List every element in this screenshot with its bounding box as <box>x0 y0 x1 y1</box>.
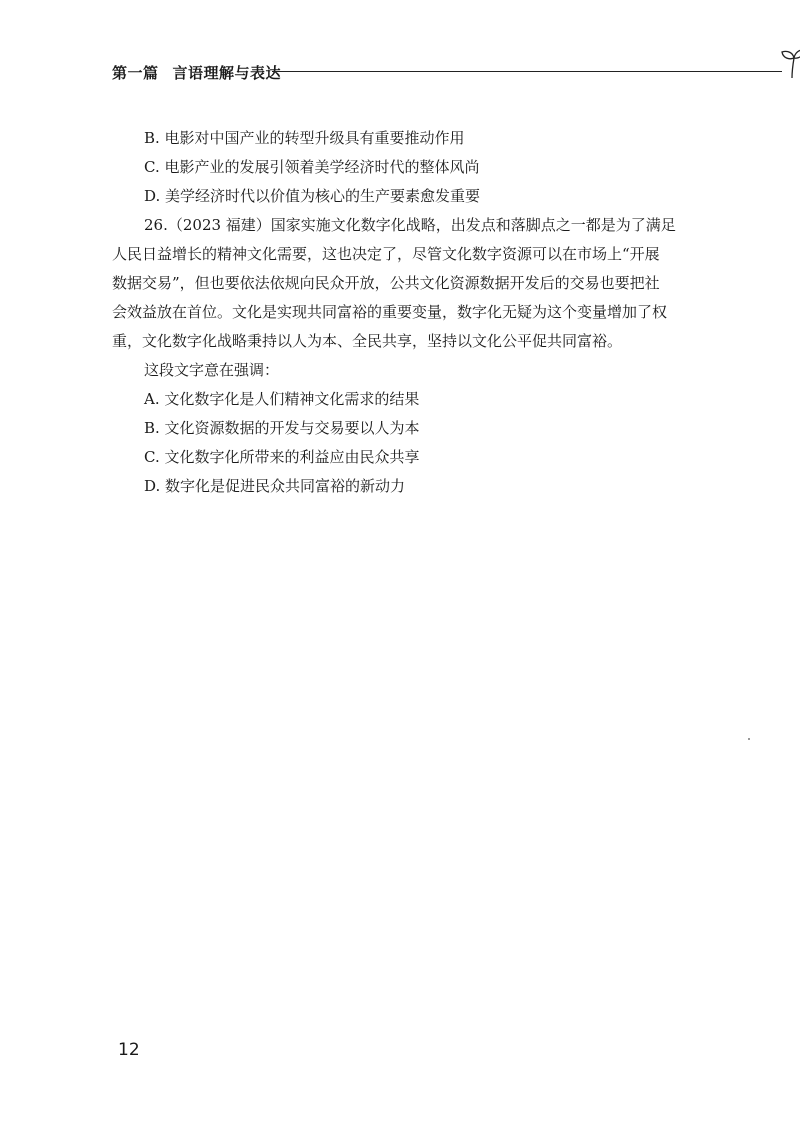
option-c: C. 文化数字化所带来的利益应由民众共享 <box>144 448 420 466</box>
page-body <box>112 124 676 501</box>
option-d: D. 数字化是促进民众共同富裕的新动力 <box>144 477 406 495</box>
option-b: B. 文化资源数据的开发与交易要以人为本 <box>144 419 420 437</box>
prev-option-d: D. 美学经济时代以价值为核心的生产要素愈发重要 <box>144 187 481 205</box>
option-a: A. 文化数字化是人们精神文化需求的结果 <box>144 390 420 408</box>
prev-option-b: B. 电影对中国产业的转型升级具有重要推动作用 <box>144 129 465 147</box>
page-number: 12 <box>118 1040 140 1060</box>
question-stem-line-3: 数据交易”，但也要依法依规向民众开放，公共文化资源数据开发后的交易也要把社 <box>112 274 660 292</box>
running-head <box>112 62 281 83</box>
sprout-icon <box>780 46 800 80</box>
question-stem-line-2: 人民日益增长的精神文化需要，这也决定了，尽管文化数字资源可以在市场上“开展 <box>112 245 660 263</box>
question-stem-line-1: 26.（2023 福建）国家实施文化数字化战略，出发点和落脚点之一都是为了满足 <box>144 216 676 234</box>
scan-speck <box>748 738 750 740</box>
question-stem-line-4: 会效益放在首位。文化是实现共同富裕的重要变量，数字化无疑为这个变量增加了权 <box>112 303 668 321</box>
question-prompt: 这段文字意在强调： <box>144 361 280 379</box>
question-stem-line-5: 重，文化数字化战略秉持以人为本、全民共享，坚持以文化公平促共同富裕。 <box>112 332 623 350</box>
chapter-label: 言语理解与表达 <box>172 64 282 82</box>
page-header <box>112 58 702 88</box>
prev-option-c: C. 电影产业的发展引领着美学经济时代的整体风尚 <box>144 158 480 176</box>
section-label: 第一篇 <box>112 64 159 82</box>
header-rule <box>272 71 782 72</box>
